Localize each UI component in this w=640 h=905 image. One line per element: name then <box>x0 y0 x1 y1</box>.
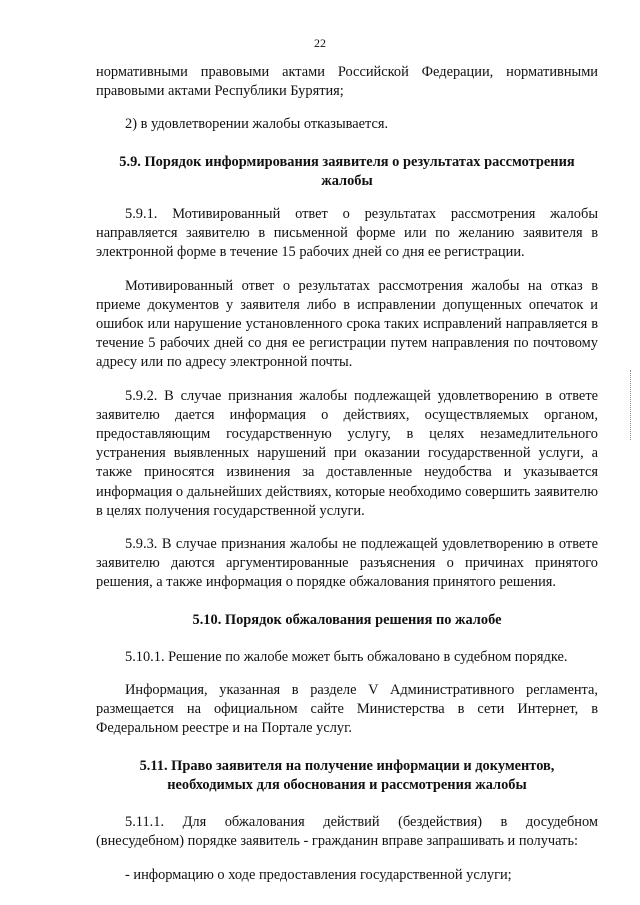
section-heading-5-9: 5.9. Порядок информирования заявителя о результатах рассмотрения жалобы <box>119 153 575 189</box>
list-item-progress-info: - информацию о ходе предоставления государственной услуги; <box>125 866 512 883</box>
paragraph-5-9-1: 5.9.1. Мотивированный ответ о результатах рассмотрения жалобы направляется заявителю в письменной форме или по желанию заявителя в электронной форме в течение 15 рабочих дней со дня ее регистрации. <box>96 206 598 261</box>
paragraph-5-11-1: 5.11.1. Для обжалования действий (бездействия) в досудебном (внесудебном) порядке заявитель - гражданин вправе запрашивать и получать: <box>96 814 598 850</box>
paragraph-reasoned-answer: Мотивированный ответ о результатах рассмотрения жалобы на отказ в приеме документов у заявителя либо в исправлении допущенных опечаток и ошибок или нарушение установленного срока таких исправлений направляется в течение 5 рабочих дней со дня ее регистрации путем направления по почтовому адресу или по адресу электронной почты. <box>96 277 598 371</box>
section-heading-5-11: 5.11. Право заявителя на получение информации и документов, необходимых для обоснования и рассмотрения жалобы <box>139 757 555 793</box>
paragraph-information: Информация, указанная в разделе V Административного регламента, размещается на официальном сайте Министерства в сети Интернет, в Федеральном реестре и на Портале услуг. <box>96 682 598 737</box>
scan-edge-mark <box>630 370 635 440</box>
paragraph-5-9-2: 5.9.2. В случае признания жалобы подлежащей удовлетворению в ответе заявителю дается информация о действиях, осуществляемых органом, предоставляющим государственную услугу, в целях незамедлительного устранения выявленных нарушений при оказании государственной услуги, а также приносятся извинения за доставленные неудобства и указывается информация о дальнейших действиях, которые необходимо совершить заявителю в целях получения государственной услуги. <box>96 387 598 519</box>
paragraph-continuation: нормативными правовыми актами Российской Федерации, нормативными правовыми актами Республики Бурятия; <box>96 64 598 100</box>
paragraph-5-9-3: 5.9.3. В случае признания жалобы не подлежащей удовлетворению в ответе заявителю даются аргументированные разъяснения о причинах принятого решения, а также информация о порядке обжалования принятого решения. <box>96 536 598 591</box>
section-heading-5-10: 5.10. Порядок обжалования решения по жалобе <box>192 611 502 628</box>
paragraph-5-10-1: 5.10.1. Решение по жалобе может быть обжаловано в судебном порядке. <box>125 648 568 665</box>
document-body <box>96 63 598 885</box>
paragraph-item-2: 2) в удовлетворении жалобы отказывается. <box>125 116 389 133</box>
page-number: 22 <box>314 36 326 50</box>
